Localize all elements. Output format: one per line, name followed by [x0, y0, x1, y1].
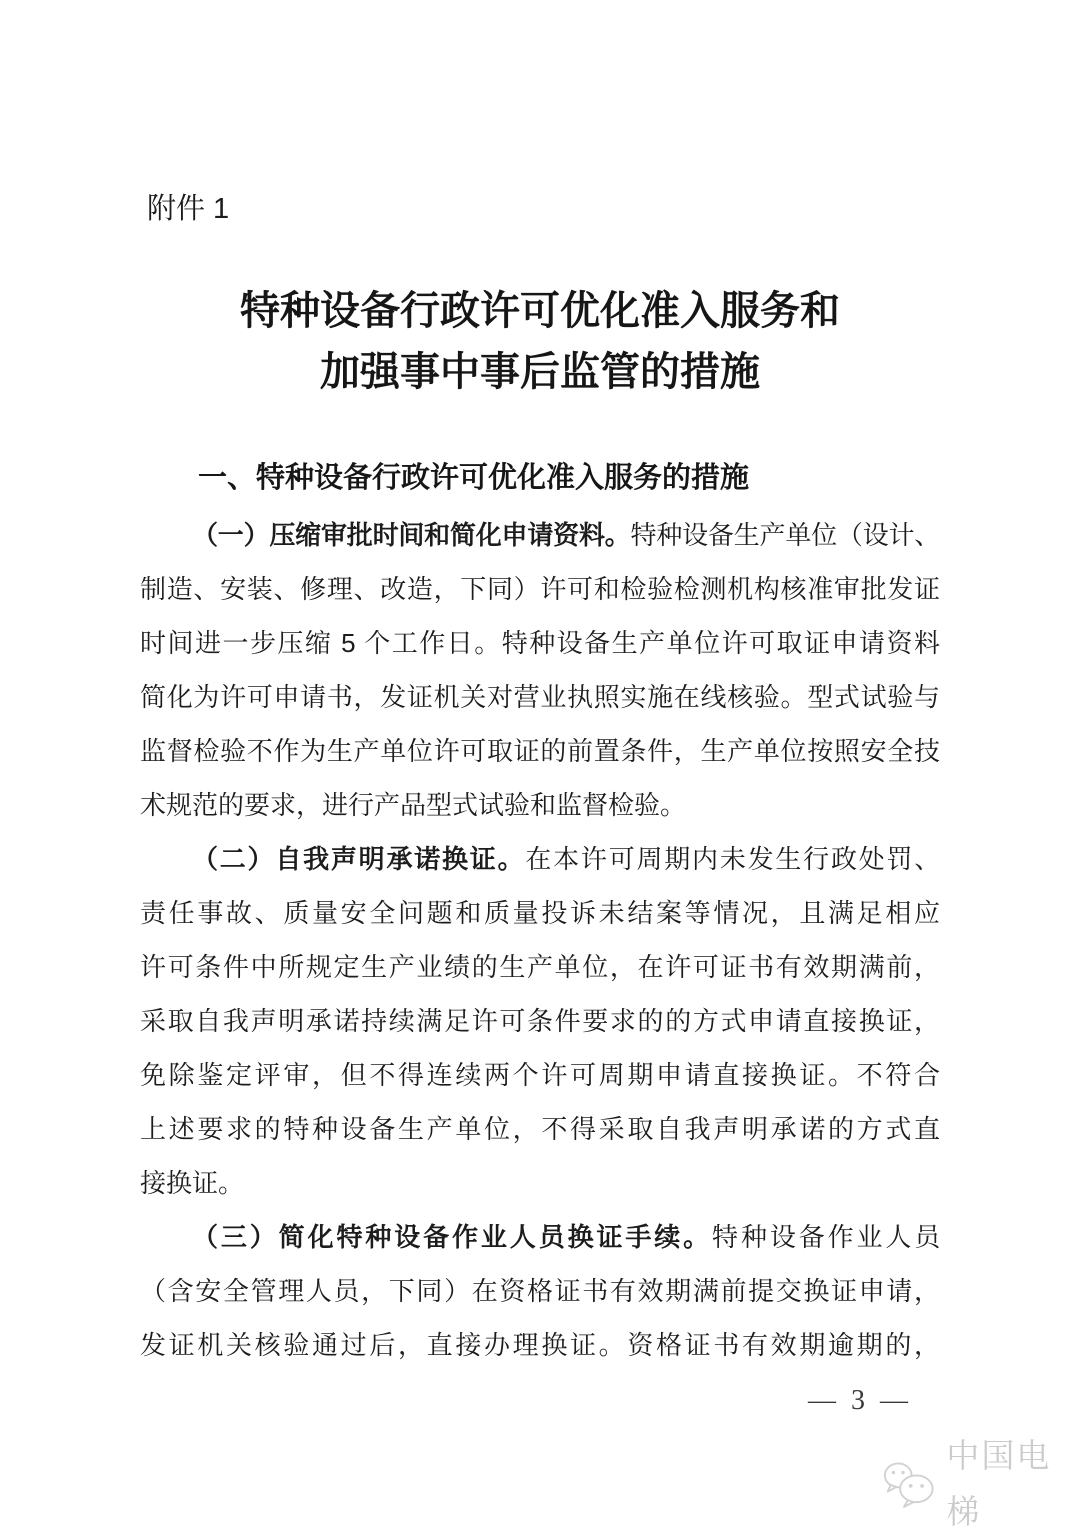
paragraph-line: 责任事故、质量安全问题和质量投诉未结案等情况，且满足相应: [140, 898, 940, 928]
paragraph-first-line: [140, 1210, 940, 1264]
paragraph-line: 发证机关核验通过后，直接办理换证。资格证书有效期逾期的，: [140, 1330, 940, 1360]
document-body: [140, 508, 940, 1372]
paragraph-lead: （一）压缩审批时间和简化申请资料。: [192, 520, 631, 550]
paragraph-line: 许可条件中所规定生产业绩的生产单位，在许可证书有效期满前，: [140, 952, 940, 982]
attachment-label: 附件 1: [147, 193, 230, 225]
paragraph-line: 简化为许可申请书，发证机关对营业执照实施在线核验。型式试验与: [140, 682, 940, 712]
document-title: [0, 281, 1080, 403]
paragraph-line: 采取自我声明承诺持续满足许可条件要求的的方式申请直接换证，: [140, 1006, 940, 1036]
section-heading: 一、特种设备行政许可优化准入服务的措施: [198, 462, 750, 494]
document-title-line1: 特种设备行政许可优化准入服务和: [240, 289, 840, 333]
watermark-text: 中国电梯: [946, 1437, 1052, 1528]
paragraph-text: 特种设备作业人员: [712, 1222, 940, 1252]
paragraph-lead: （三）简化特种设备作业人员换证手续。: [192, 1222, 713, 1252]
page-number: — 3 —: [808, 1385, 908, 1416]
paragraph-last-line: 术规范的要求，进行产品型式试验和监督检验。: [140, 790, 687, 820]
paragraph-line: 免除鉴定评审，但不得连续两个许可周期申请直接换证。不符合: [140, 1060, 940, 1090]
paragraph-line: 上述要求的特种设备生产单位，不得采取自我声明承诺的方式直: [140, 1114, 940, 1144]
paragraph-first-line: [140, 508, 940, 562]
paragraph-text: 在本许可周期内未发生行政处罚、: [525, 844, 940, 874]
paragraph-line: （含安全管理人员，下同）在资格证书有效期满前提交换证申请，: [140, 1276, 940, 1306]
paragraph-last-line: 接换证。: [140, 1168, 245, 1198]
document-title-line2: 加强事中事后监管的措施: [320, 350, 760, 394]
paragraph-text: 特种设备生产单位（设计、: [630, 520, 941, 550]
wechat-icon: [882, 1459, 937, 1509]
paragraph-line: 制造、安装、修理、改造，下同）许可和检验检测机构核准审批发证: [140, 574, 940, 604]
paragraph-line: 时间进一步压缩 5 个工作日。特种设备生产单位许可取证申请资料: [140, 628, 940, 658]
paragraph-first-line: [140, 832, 940, 886]
paragraph-line: 监督检验不作为生产单位许可取证的前置条件，生产单位按照安全技: [140, 736, 940, 766]
watermark: [882, 1437, 1080, 1528]
paragraph-lead: （二）自我声明承诺换证。: [192, 844, 526, 874]
